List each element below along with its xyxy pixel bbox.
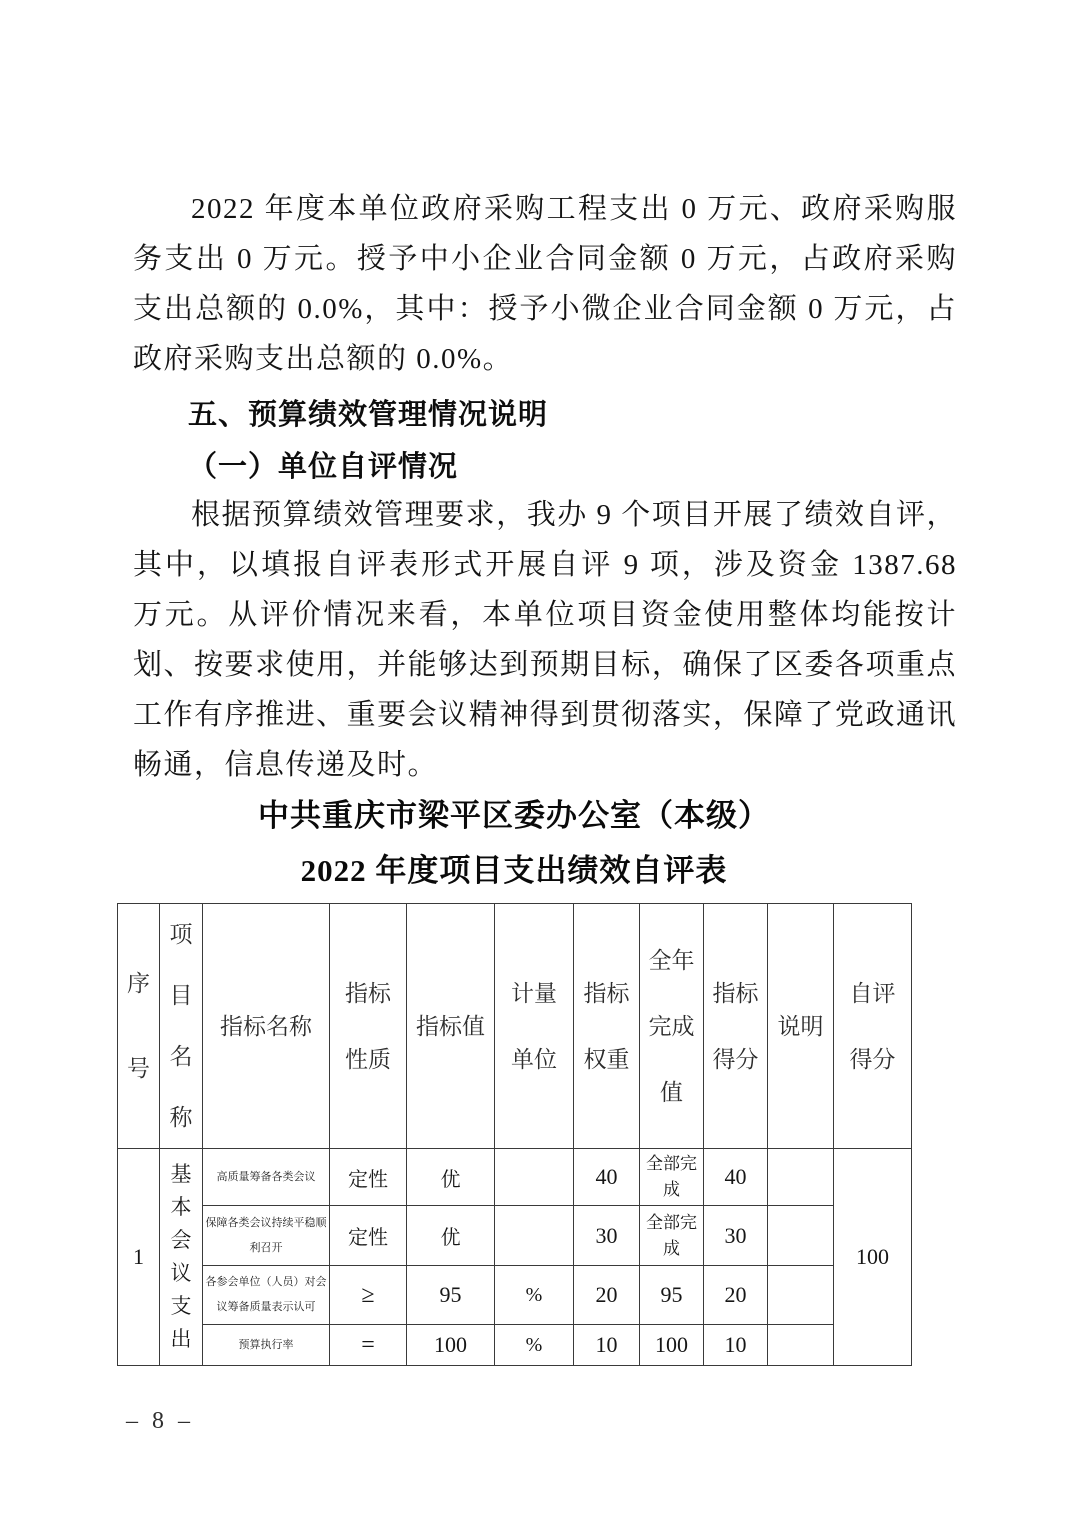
cell-indicator-score: 40 [704, 1149, 768, 1206]
paragraph-procurement: 2022 年度本单位政府采购工程支出 0 万元、政府采购服务支出 0 万元。授予中小企业合同金额 0 万元，占政府采购支出总额的 0.0%，其中：授予小微企业合同金额 0 万元，占政府采购支出总额的 0.0%。 [133, 193, 957, 375]
header-indicator-nature-label: 指标性质 [344, 980, 391, 1072]
header-indicator-name [203, 904, 330, 1149]
cell-indicator-name: 预算执行率 [203, 1325, 330, 1366]
table-title-org: 中共重庆市梁平区委办公室（本级） [258, 798, 770, 833]
header-seq [118, 904, 160, 1149]
cell-weight: 20 [574, 1266, 640, 1325]
header-project-name [160, 904, 203, 1149]
cell-indicator-nature: = [330, 1325, 407, 1366]
cell-indicator-value: 100 [407, 1325, 495, 1366]
cell-indicator-name: 高质量筹备各类会议 [203, 1149, 330, 1206]
cell-indicator-value: 优 [407, 1206, 495, 1266]
cell-annual-completion: 全部完成 [640, 1149, 704, 1206]
table-row [118, 1266, 912, 1325]
header-annual-completion [640, 904, 704, 1149]
header-unit-label: 计量单位 [510, 980, 557, 1072]
header-project-name-label: 项目名称 [169, 921, 193, 1130]
performance-self-eval-table [117, 903, 912, 1366]
cell-note [768, 1206, 834, 1266]
header-unit [495, 904, 574, 1149]
table-header-row [118, 904, 912, 1149]
cell-indicator-score: 10 [704, 1325, 768, 1366]
header-indicator-nature [330, 904, 407, 1149]
cell-unit: % [495, 1266, 574, 1325]
cell-indicator-value: 95 [407, 1266, 495, 1325]
cell-unit: % [495, 1325, 574, 1366]
table-row [118, 1149, 912, 1206]
cell-note [768, 1325, 834, 1366]
cell-annual-completion: 95 [640, 1266, 704, 1325]
header-indicator-score [704, 904, 768, 1149]
page-number: – 8 – [126, 1408, 194, 1434]
table-row [118, 1206, 912, 1266]
section-heading-5: 五、预算绩效管理情况说明 [188, 399, 549, 431]
header-indicator-value-label: 指标值 [416, 1013, 485, 1039]
header-indicator-score-label: 指标得分 [712, 980, 759, 1072]
header-annual-completion-label: 全年完成值 [648, 947, 695, 1105]
header-self-score [834, 904, 912, 1149]
cell-indicator-score: 30 [704, 1206, 768, 1266]
subsection-heading-1: （一）单位自评情况 [188, 451, 459, 483]
cell-seq: 1 [118, 1149, 160, 1366]
cell-annual-completion: 100 [640, 1325, 704, 1366]
cell-self-score: 100 [834, 1149, 912, 1366]
cell-weight: 10 [574, 1325, 640, 1366]
header-indicator-name-label: 指标名称 [220, 1013, 312, 1039]
header-note [768, 904, 834, 1149]
cell-unit [495, 1149, 574, 1206]
cell-weight: 40 [574, 1149, 640, 1206]
cell-unit [495, 1206, 574, 1266]
cell-indicator-name: 保障各类会议持续平稳顺利召开 [203, 1206, 330, 1266]
cell-note [768, 1266, 834, 1325]
cell-annual-completion: 全部完成 [640, 1206, 704, 1266]
header-seq-label: 序号 [127, 970, 150, 1081]
header-note-label: 说明 [777, 1013, 824, 1039]
header-self-score-label: 自评得分 [849, 980, 896, 1072]
header-weight-label: 指标权重 [583, 980, 630, 1072]
cell-indicator-name: 各参会单位（人员）对会议筹备质量表示认可 [203, 1266, 330, 1325]
cell-indicator-nature: 定性 [330, 1149, 407, 1206]
cell-weight: 30 [574, 1206, 640, 1266]
cell-indicator-nature: 定性 [330, 1206, 407, 1266]
cell-indicator-value: 优 [407, 1149, 495, 1206]
paragraph-self-evaluation: 根据预算绩效管理要求，我办 9 个项目开展了绩效自评，其中，以填报自评表形式开展自评 9 项，涉及资金 1387.68 万元。从评价情况来看，本单位项目资金使用整体均能按计划、按要求使用，并能够达到预期目标，确保了区委各项重点工作有序推进、重要会议精神得到贯彻落实，保障了党政通讯畅通，信息传递及时。 [133, 499, 957, 781]
cell-note [768, 1149, 834, 1206]
header-weight [574, 904, 640, 1149]
header-indicator-value [407, 904, 495, 1149]
cell-indicator-score: 20 [704, 1266, 768, 1325]
table-row [118, 1325, 912, 1366]
cell-project-name-text: 基本会议支出 [170, 1162, 192, 1351]
cell-project-name [160, 1149, 203, 1366]
table-title-year: 2022 年度项目支出绩效自评表 [300, 853, 728, 888]
cell-indicator-nature: ≥ [330, 1266, 407, 1325]
